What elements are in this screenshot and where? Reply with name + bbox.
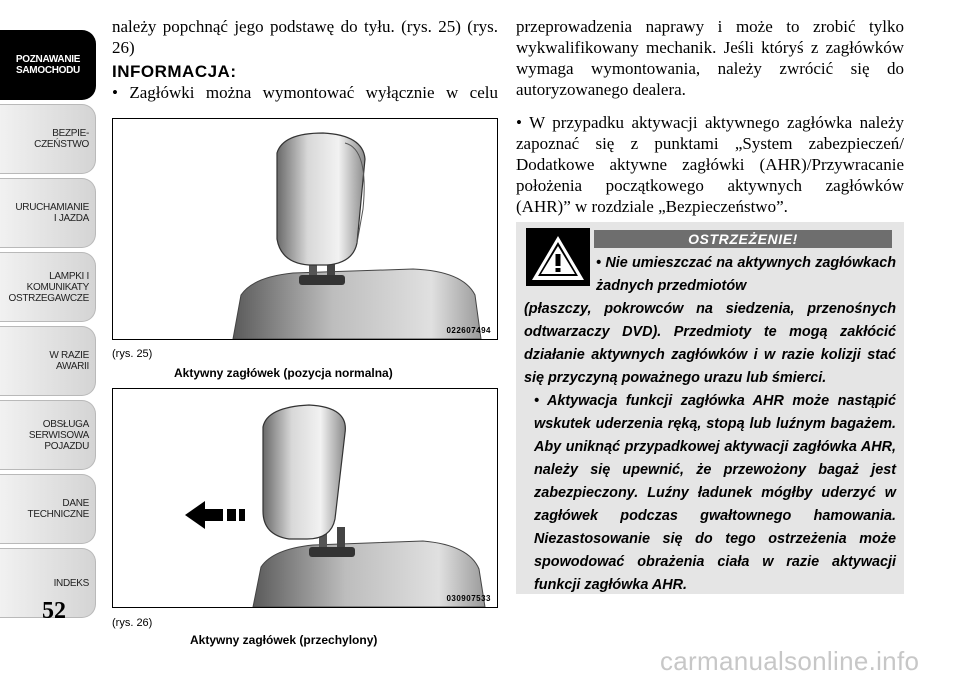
tab-label-line: INDEKS (53, 577, 89, 589)
tab-label-line: AWARII (55, 361, 89, 372)
tab-label-line: OSTRZEGAWCZE (8, 292, 89, 304)
tab-obsluga-serwisowa[interactable] (0, 400, 96, 470)
tab-label-line: OBSŁUGA (42, 418, 89, 430)
tab-uruchamianie-i-jazda[interactable] (0, 178, 96, 248)
figure-25-headrest-normal (112, 118, 498, 340)
warning-item-first-line: • Nie umieszczać na aktywnych zagłówkach żadnych przedmiotów (596, 255, 896, 294)
tab-label-line: W RAZIE (49, 350, 89, 361)
tab-bezpieczenstwo[interactable] (0, 104, 96, 174)
tab-w-razie-awarii[interactable] (0, 326, 96, 396)
warning-box (516, 222, 904, 594)
paragraph: przeprowadzenia naprawy i może to zrobić tylko wykwalifikowany mechanik. Jeśli któryś z zagłówków wymaga wymontowania, należy zwrócić się do autoryzowanego dealera. (516, 17, 904, 99)
warning-text (524, 252, 896, 597)
tab-lampki-i-komunikaty[interactable] (0, 252, 96, 322)
tab-label-line: SAMOCHODU (16, 65, 80, 76)
figure-number: (rys. 25) (112, 348, 153, 360)
info-heading: INFORMACJA: (112, 62, 237, 81)
figure-code: 030907533 (446, 594, 491, 603)
page-number: 52 (42, 598, 66, 624)
left-column (112, 16, 498, 103)
info-bullet: • Zagłówki można wymontować wyłącznie w celu (112, 83, 498, 102)
tab-label-line: LAMPKI I (49, 270, 89, 282)
tab-label-line: DANE (62, 498, 89, 509)
warning-item-continuation: (płaszczy, pokrowców na siedzenia, przenośnych odtwarzaczy DVD). Przedmioty te mogą zakłócić działanie aktywnych zagłówków i w razie kolizji stać się przyczyną poważnego urazu lub śmierci. (524, 301, 896, 386)
warning-title: OSTRZEŻENIE! (594, 230, 892, 248)
figure-26-headrest-tilted (112, 388, 498, 608)
figure-number: (rys. 26) (112, 617, 153, 629)
tab-label-line: I JAZDA (53, 213, 89, 224)
paragraph: należy popchnąć jego podstawę do tyłu. (rys. 25) (rys. 26) (112, 17, 498, 57)
tab-label-line: BEZPIE- (52, 128, 89, 139)
tab-label-line: CZEŃSTWO (34, 139, 89, 150)
tab-poznawanie-samochodu[interactable] (0, 30, 96, 100)
tab-dane-techniczne[interactable] (0, 474, 96, 544)
figure-caption: Aktywny zagłówek (pozycja normalna) (174, 366, 393, 380)
warning-item: • Aktywacja funkcji zagłówka AHR może nastąpić wskutek uderzenia ręką, stopą lub luźnym bagażem. Aby uniknąć przypadkowej aktywacji zagłówka AHR, należy się upewnić, że przewożony bagaż jest zabezpieczony. Luźny ładunek mógłby uderzyć w zagłówek podczas gwałtownego hamowania. Niezastosowanie się do tego ostrzeżenia może spowodować obrażenia ciała w razie aktywacji funkcji zagłówka AHR. (534, 393, 896, 593)
tab-label-line: URUCHAMIANIE (15, 202, 89, 213)
figure-caption: Aktywny zagłówek (przechylony) (190, 633, 378, 647)
arrow-left-icon (185, 501, 245, 529)
headrest-normal-illustration (113, 119, 497, 339)
headrest-tilted-illustration (113, 389, 497, 607)
tab-label-line: SERWISOWA (28, 429, 89, 441)
tab-label-line: TECHNICZNE (27, 509, 89, 520)
tab-label-line: KOMUNIKATY (26, 281, 89, 293)
paragraph: • W przypadku aktywacji aktywnego zagłówka należy zapoznać się z punktami „System zabezpieczeń/ Dodatkowe aktywne zagłówki (AHR)/Przywracanie położenia początkowego aktywnych zagłówków (AHR)” w rozdziale „Bezpieczeństwo”. (516, 113, 904, 216)
right-column (516, 16, 904, 217)
figure-code: 022607494 (446, 326, 491, 335)
watermark: carmanualsonline.info (660, 646, 920, 676)
tab-label-line: POZNAWANIE (15, 54, 81, 65)
tab-label-line: POJAZDU (44, 440, 89, 452)
